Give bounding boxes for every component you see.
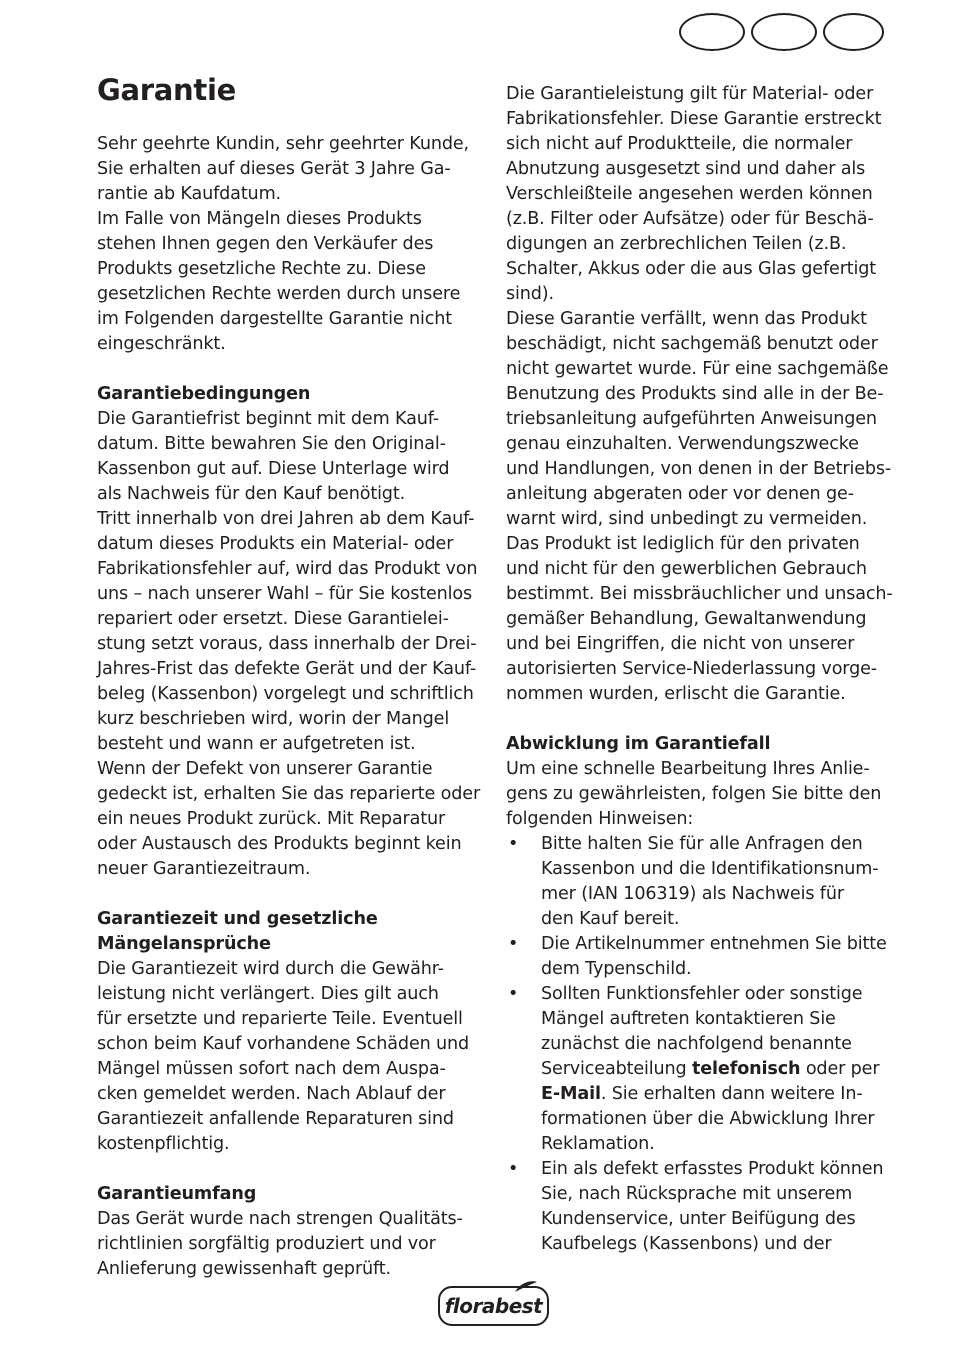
text-line [541, 1082, 890, 1107]
text-line: uns – nach unserer Wahl – für Sie kostenlos [97, 584, 473, 604]
text-line: gens zu gewährleisten, folgen Sie bitte den [506, 784, 882, 804]
text-line: den Kauf bereit. [541, 909, 680, 929]
text-line: bestimmt. Bei missbräuchlicher und unsach- [506, 584, 893, 604]
left-column [97, 132, 481, 1282]
bullet-item-4 [506, 1157, 890, 1257]
text-span: . Sie erhalten dann weitere In- [600, 1084, 863, 1104]
language-ovals [679, 13, 884, 51]
text-line: sich nicht auf Produktteile, die normaler [506, 134, 853, 154]
right-column [506, 82, 893, 1257]
text-line: Diese Garantie verfällt, wenn das Produkt [506, 309, 867, 329]
text-line: beleg (Kassenbon) vorgelegt und schriftlich [97, 684, 474, 704]
language-oval-2 [751, 13, 817, 51]
text-line: nommen wurden, erlischt die Garantie. [506, 684, 846, 704]
text-line: repariert oder ersetzt. Diese Garantielei- [97, 609, 449, 629]
florabest-logo [438, 1286, 549, 1326]
text-line: Das Gerät wurde nach strengen Qualitäts- [97, 1209, 463, 1229]
leaf-icon [513, 1280, 539, 1294]
email-emphasis: E-Mail [541, 1084, 601, 1104]
text-line: datum. Bitte bewahren Sie den Original- [97, 434, 446, 454]
page-title: Garantie [97, 73, 236, 107]
text-line: als Nachweis für den Kauf benötigt. [97, 484, 406, 504]
text-line [541, 1057, 890, 1082]
text-line: Garantiezeit anfallende Reparaturen sind [97, 1109, 454, 1129]
text-line: gesetzlichen Rechte werden durch unsere [97, 284, 461, 304]
text-line: Produkts gesetzliche Rechte zu. Diese [97, 259, 426, 279]
text-line: triebsanleitung aufgeführten Anweisungen [506, 409, 877, 429]
text-line: schon beim Kauf vorhandene Schäden und [97, 1034, 470, 1054]
text-line: im Folgenden dargestellte Garantie nicht [97, 309, 453, 329]
text-line: formationen über die Abwicklung Ihrer [541, 1109, 875, 1129]
text-line: Fabrikationsfehler auf, wird das Produkt von [97, 559, 478, 579]
text-line: Ein als defekt erfasstes Produkt können [541, 1159, 884, 1179]
text-line: Anlieferung gewissenhaft geprüft. [97, 1259, 391, 1279]
text-line: und Handlungen, von denen in der Betriebs- [506, 459, 892, 479]
conditions-heading: Garantiebedingungen [97, 384, 311, 404]
text-line: für ersetzte und reparierte Teile. Eventuell [97, 1009, 463, 1029]
text-line: warnt wird, sind unbedingt zu vermeiden. [506, 509, 868, 529]
text-line: datum dieses Produkts ein Material- oder [97, 534, 454, 554]
text-line: beschädigt, nicht sachgemäß benutzt oder [506, 334, 878, 354]
logo-text: florabest [444, 1294, 543, 1318]
text-line: rantie ab Kaufdatum. [97, 184, 281, 204]
text-line: autorisierten Service-Niederlassung vorge- [506, 659, 877, 679]
text-line: Kassenbon und die Identifikationsnum- [541, 859, 879, 879]
text-line: Mängel auftreten kontaktieren Sie [541, 1009, 836, 1029]
text-line: zunächst die nachfolgend benannte [541, 1034, 852, 1054]
scope-heading: Garantieumfang [97, 1184, 257, 1204]
text-line: Abnutzung ausgesetzt sind und daher als [506, 159, 866, 179]
text-line: Reklamation. [541, 1134, 655, 1154]
bullet-item-2 [506, 932, 890, 982]
text-line: Mängel müssen sofort nach dem Auspa- [97, 1059, 446, 1079]
period-heading-line-2: Mängelansprüche [97, 934, 271, 954]
intro-paragraph [97, 132, 481, 357]
conditions-paragraph [97, 407, 481, 882]
text-line: genau einzuhalten. Verwendungszwecke [506, 434, 859, 454]
text-line: Benutzung des Produkts sind alle in der Be- [506, 384, 884, 404]
text-line: Fabrikationsfehler. Diese Garantie erstreckt [506, 109, 882, 129]
text-line: stehen Ihnen gegen den Verkäufer des [97, 234, 434, 254]
text-line: mer (IAN 106319) als Nachweis für [541, 884, 844, 904]
text-line: richtlinien sorgfältig produziert und vor [97, 1234, 436, 1254]
text-line: besteht und wann er aufgetreten ist. [97, 734, 416, 754]
language-oval-1 [679, 13, 745, 51]
text-line: Wenn der Defekt von unserer Garantie [97, 759, 433, 779]
phone-emphasis: telefonisch [691, 1059, 801, 1079]
text-line: Tritt innerhalb von drei Jahren ab dem Kauf- [97, 509, 475, 529]
text-line: kostenpflichtig. [97, 1134, 230, 1154]
text-line: cken gemeldet werden. Nach Ablauf der [97, 1084, 446, 1104]
period-paragraph [97, 957, 481, 1157]
text-line: Schalter, Akkus oder die aus Glas gefertigt [506, 259, 877, 279]
text-line: Sie erhalten auf dieses Gerät 3 Jahre Ga- [97, 159, 451, 179]
period-heading-line-1: Garantiezeit und gesetzliche [97, 909, 378, 929]
bullet-item-3 [506, 982, 890, 1157]
text-line: Kaufbelegs (Kassenbons) und der [541, 1234, 832, 1254]
text-line: eingeschränkt. [97, 334, 226, 354]
text-line: Kassenbon gut auf. Diese Unterlage wird [97, 459, 450, 479]
text-line: (z.B. Filter oder Aufsätze) oder für Beschä- [506, 209, 874, 229]
text-line: Die Garantiezeit wird durch die Gewähr- [97, 959, 444, 979]
text-line: sind). [506, 284, 554, 304]
text-line: Jahres-Frist das defekte Gerät und der Kauf- [97, 659, 477, 679]
text-line: Die Garantiefrist beginnt mit dem Kauf- [97, 409, 439, 429]
text-span: oder per [800, 1059, 880, 1079]
handling-heading: Abwicklung im Garantiefall [506, 734, 771, 754]
text-line: und nicht für den gewerblichen Gebrauch [506, 559, 867, 579]
text-line: Sollten Funktionsfehler oder sonstige [541, 984, 863, 1004]
text-line: Verschleißteile angesehen werden können [506, 184, 873, 204]
scope-continued-paragraph [506, 82, 893, 707]
language-oval-3 [823, 13, 884, 51]
bullet-dot: • [508, 984, 519, 1004]
text-line: anleitung abgeraten oder vor denen ge- [506, 484, 854, 504]
text-line: stung setzt voraus, dass innerhalb der Drei- [97, 634, 477, 654]
text-line: gedeckt ist, erhalten Sie das reparierte oder [97, 784, 481, 804]
text-line: Im Falle von Mängeln dieses Produkts [97, 209, 422, 229]
text-line: leistung nicht verlängert. Dies gilt auch [97, 984, 439, 1004]
text-line: oder Austausch des Produkts beginnt kein [97, 834, 462, 854]
text-line: neuer Garantiezeitraum. [97, 859, 311, 879]
bullet-dot: • [508, 1159, 519, 1179]
bullet-dot: • [508, 834, 519, 854]
text-line: ein neues Produkt zurück. Mit Reparatur [97, 809, 446, 829]
text-line: Bitte halten Sie für alle Anfragen den [541, 834, 863, 854]
bullet-item-1 [506, 832, 890, 932]
text-line: Sehr geehrte Kundin, sehr geehrter Kunde, [97, 134, 469, 154]
text-span: Serviceabteilung [541, 1059, 692, 1079]
text-line: Sie, nach Rücksprache mit unserem [541, 1184, 853, 1204]
handling-intro [506, 757, 890, 832]
text-line: gemäßer Behandlung, Gewaltanwendung [506, 609, 867, 629]
text-line: Das Produkt ist lediglich für den privaten [506, 534, 860, 554]
text-line: kurz beschrieben wird, worin der Mangel [97, 709, 450, 729]
text-line: folgenden Hinweisen: [506, 809, 694, 829]
text-line: digungen an zerbrechlichen Teilen (z.B. [506, 234, 847, 254]
bullet-dot: • [508, 934, 519, 954]
scope-paragraph [97, 1207, 481, 1282]
text-line: Die Artikelnummer entnehmen Sie bitte [541, 934, 887, 954]
text-line: und bei Eingriffen, die nicht von unserer [506, 634, 855, 654]
text-line: Um eine schnelle Bearbeitung Ihres Anlie- [506, 759, 870, 779]
text-line: dem Typenschild. [541, 959, 692, 979]
text-line: Die Garantieleistung gilt für Material- oder [506, 84, 874, 104]
text-line: nicht gewartet wurde. Für eine sachgemäße [506, 359, 889, 379]
text-line: Kundenservice, unter Beifügung des [541, 1209, 856, 1229]
